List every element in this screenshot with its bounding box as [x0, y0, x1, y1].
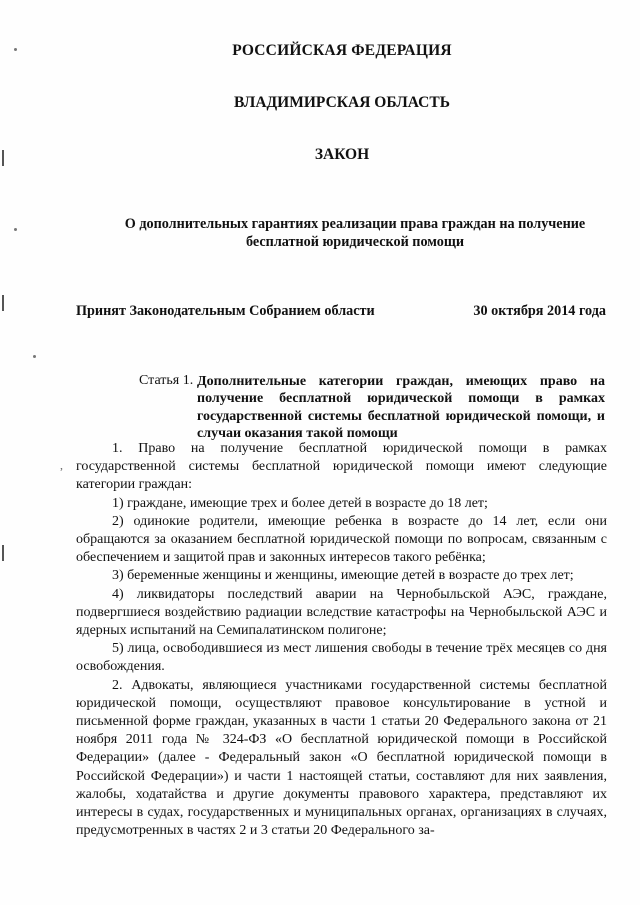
header-country: РОССИЙСКАЯ ФЕДЕРАЦИЯ: [232, 42, 452, 59]
paragraph: 4) ликвидаторы последствий аварии на Чернобыльской АЭС, граждане, подвергшиеся воздействию радиации вследствие катастрофы на Чернобыльской АЭС и ядерных испытаний на Семипалатинском полигоне;: [76, 586, 607, 639]
article-body: [76, 440, 607, 840]
law-title: О дополнительных гарантиях реализации права граждан на получение бесплатной юридической помощи: [124, 216, 586, 250]
paragraph: 2. Адвокаты, являющиеся участниками государственной системы бесплатной юридической помощи, осуществляют правовое консультирование в устной и письменной форме граждан, указанных в части 1 статьи 20 Федерального закона от 21 ноября 2011 года № 324-ФЗ «О бесплатной юридической помощи в Российской Федерации» (далее - Федеральный закон «О бесплатной юридической помощи в Российской Федерации») и части 1 настоящей статьи, составляют для них заявления, жалобы, ходатайства и другие документы правового характера, представляют их интересы в судах, государственных и муниципальных органах, организациях в случаях, предусмотренных в частях 2 и 3 статьи 20 Федерального за-: [76, 677, 607, 839]
paragraph: 1) граждане, имеющие трех и более детей в возрасте до 18 лет;: [112, 495, 488, 511]
adopted-date: 30 октября 2014 года: [473, 303, 606, 319]
scan-mark: [2, 295, 4, 311]
scan-mark: [2, 150, 4, 166]
article-label: Статья 1.: [139, 373, 194, 388]
article-title: Дополнительные категории граждан, имеющих право на получение бесплатной юридической помощи в рамках государственной системы бесплатной юридической помощи, и случаи оказания такой помощи: [197, 374, 605, 442]
adopted-by: Принят Законодательным Собранием области: [76, 303, 375, 319]
paragraph: 1. Право на получение бесплатной юридической помощи в рамках государственной системы бесплатной юридической помощи имеют следующие категории граждан:: [76, 441, 607, 493]
header-doc-type: ЗАКОН: [314, 146, 370, 163]
scan-dot: [14, 228, 17, 231]
scan-dot: [33, 355, 36, 358]
paragraph: 2) одинокие родители, имеющие ребенка в возрасте до 14 лет, если они обращаются за оказанием бесплатной юридической помощи по вопросам, связанным с обеспечением и защитой прав и законных интересов такого ребёнка;: [76, 513, 607, 566]
scan-tick: ,: [60, 458, 63, 472]
paragraph: 5) лица, освободившиеся из мест лишения свободы в течение трёх месяцев со дня освобождения.: [76, 641, 607, 675]
scan-mark: [2, 545, 4, 561]
paragraph: 3) беременные женщины и женщины, имеющие детей в возрасте до трех лет;: [112, 568, 574, 584]
header-region: ВЛАДИМИРСКАЯ ОБЛАСТЬ: [234, 94, 450, 111]
scan-dot: [14, 48, 17, 51]
